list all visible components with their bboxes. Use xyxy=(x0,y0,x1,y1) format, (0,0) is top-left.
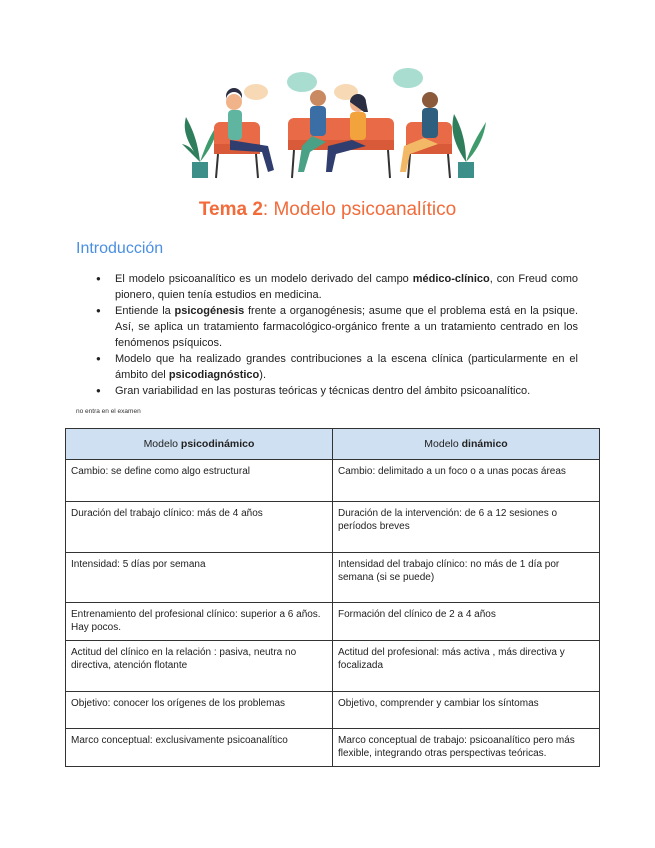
comparison-table xyxy=(65,428,600,767)
table-row xyxy=(66,641,600,692)
title-topic: Tema 2 xyxy=(198,199,263,220)
title-subject: : Modelo psicoanalítico xyxy=(262,199,457,220)
cell-psicodinamico: Actitud del clínico en la relación : pasiva, neutra no directiva, atención flotante xyxy=(66,641,333,692)
cell-psicodinamico: Intensidad: 5 días por semana xyxy=(66,553,333,603)
exam-note: no entra en el examen xyxy=(76,408,141,415)
cell-dinamico: Cambio: delimitado a un foco o a unas pocas áreas xyxy=(333,460,600,502)
table-row xyxy=(66,460,600,502)
page-title xyxy=(0,199,655,221)
section-heading: Introducción xyxy=(76,240,164,257)
cell-dinamico: Actitud del profesional: más activa , más directiva y focalizada xyxy=(333,641,600,692)
bullet-item: ● Gran variabilidad en las posturas teóricas y técnicas dentro del ámbito psicoanalítico. xyxy=(82,383,578,399)
plant-left-icon xyxy=(182,117,218,178)
cell-dinamico: Intensidad del trabajo clínico: no más de 1 día por semana (si se puede) xyxy=(333,553,600,603)
group-therapy-illustration xyxy=(178,62,488,182)
table-row xyxy=(66,729,600,767)
bullet-item: ● Modelo que ha realizado grandes contribuciones a la escena clínica (particularmente en el ámbito del psicodiagnóstico). xyxy=(82,351,578,383)
cell-psicodinamico: Objetivo: conocer los orígenes de los problemas xyxy=(66,692,333,729)
header-psicodinamico: Modelo psicodinámico xyxy=(66,429,333,460)
bullet-item: ● Entiende la psicogénesis frente a organogénesis; asume que el problema está en la psique. Así, se aplica un tratamiento farmacológico-orgánico frente a un tratamiento centrado en los fenómenos psíquicos. xyxy=(82,303,578,351)
table-row xyxy=(66,502,600,553)
bullet-item: ● El modelo psicoanalítico es un modelo derivado del campo médico-clínico, con Freud como pionero, quien tenía estudios en medicina. xyxy=(82,271,578,303)
cell-dinamico: Objetivo, comprender y cambiar los síntomas xyxy=(333,692,600,729)
plant-right-icon xyxy=(453,114,487,178)
table-header-row xyxy=(66,429,600,460)
cell-psicodinamico: Duración del trabajo clínico: más de 4 años xyxy=(66,502,333,553)
cell-psicodinamico: Marco conceptual: exclusivamente psicoanalítico xyxy=(66,729,333,767)
table-row xyxy=(66,692,600,729)
cell-dinamico: Marco conceptual de trabajo: psicoanalítico pero más flexible, integrando otras perspectivas teóricas. xyxy=(333,729,600,767)
cell-psicodinamico: Entrenamiento del profesional clínico: superior a 6 años. Hay pocos. xyxy=(66,603,333,641)
cell-dinamico: Formación del clínico de 2 a 4 años xyxy=(333,603,600,641)
intro-bullet-list xyxy=(82,271,578,399)
header-dinamico: Modelo dinámico xyxy=(333,429,600,460)
table-row xyxy=(66,603,600,641)
cell-psicodinamico: Cambio: se define como algo estructural xyxy=(66,460,333,502)
table-row xyxy=(66,553,600,603)
cell-dinamico: Duración de la intervención: de 6 a 12 sesiones o períodos breves xyxy=(333,502,600,553)
